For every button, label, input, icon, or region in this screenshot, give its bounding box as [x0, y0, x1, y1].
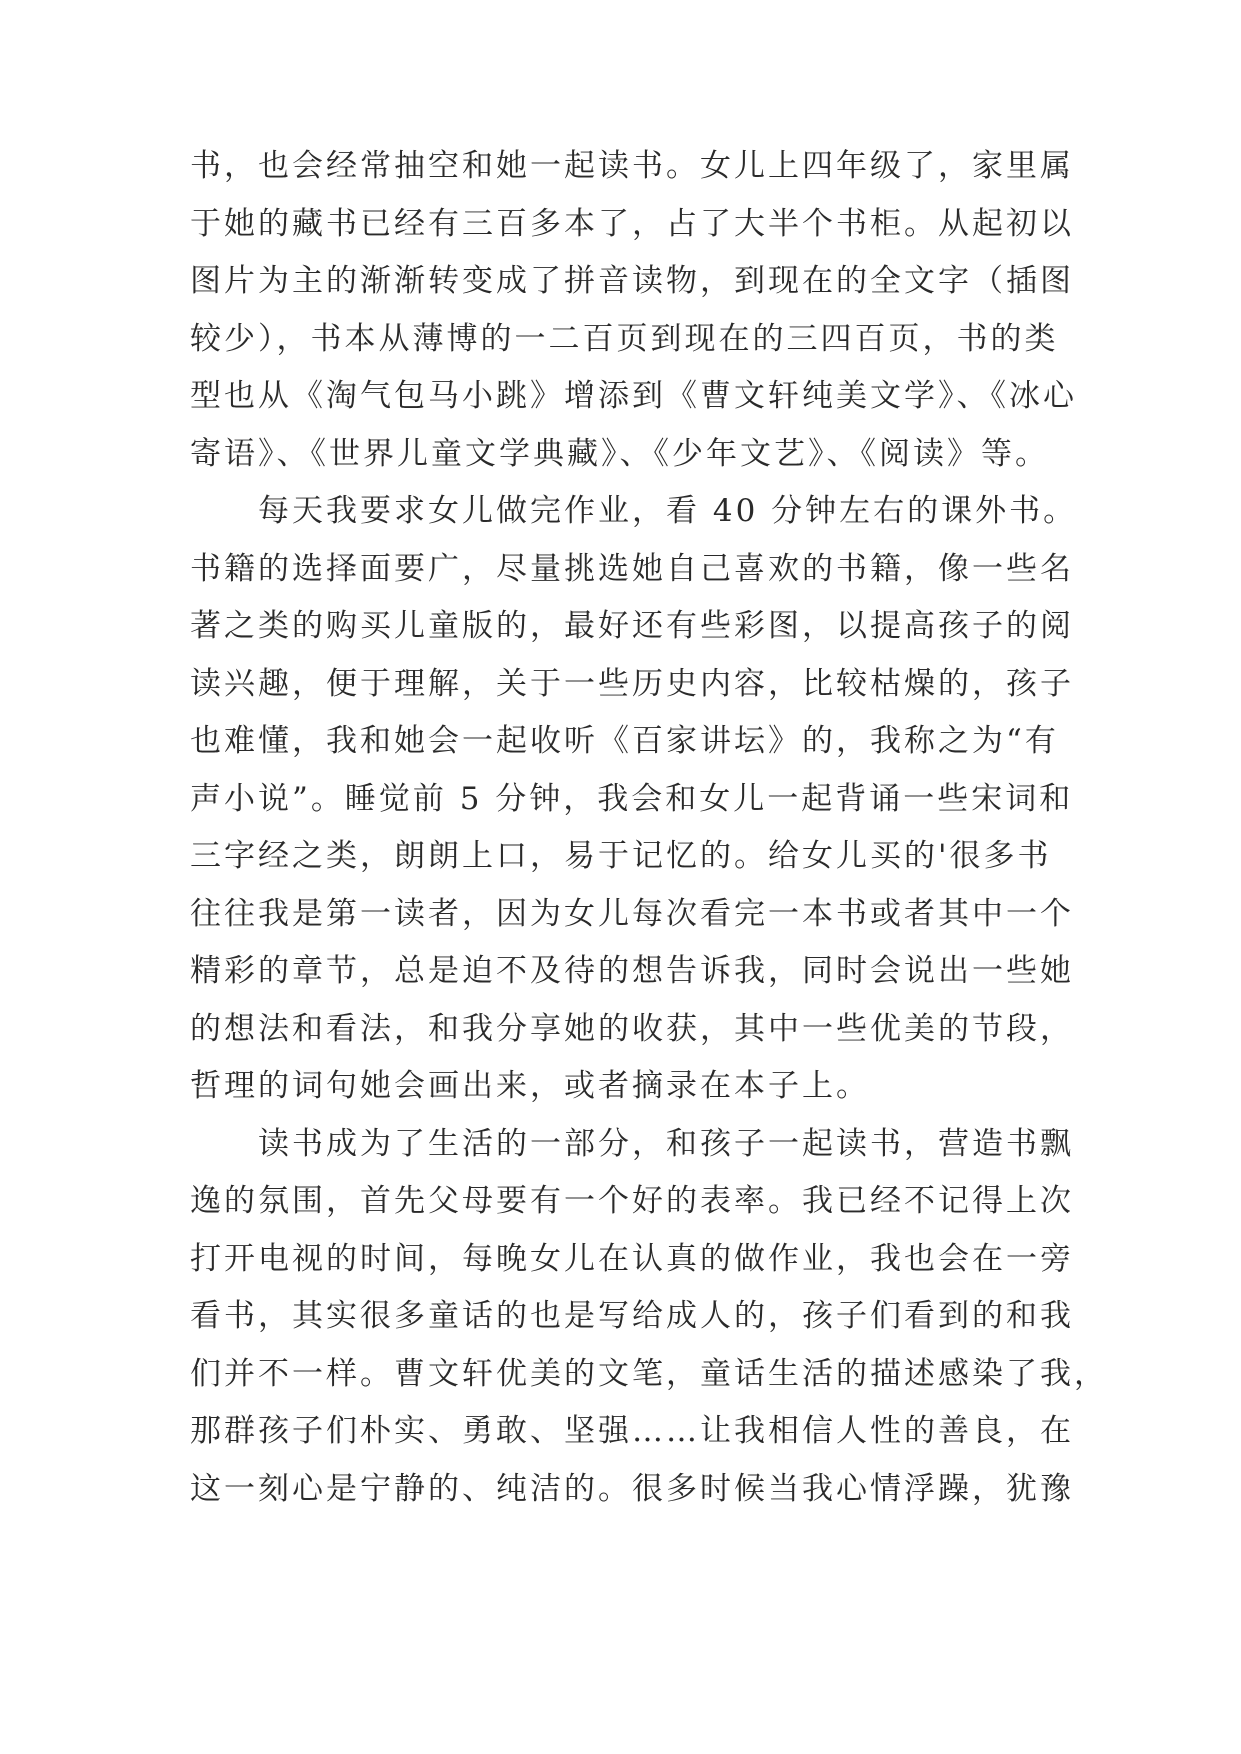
text-line: 图片为主的渐渐转变成了拼音读物，到现在的全文字（插图	[190, 263, 1074, 299]
text-line: 每天我要求女儿做完作业，看 40 分钟左右的课外书。	[190, 493, 1078, 529]
text-line: 也难懂，我和她会一起收听《百家讲坛》的，我称之为“有	[190, 723, 1059, 759]
text-line: 精彩的章节，总是迫不及待的想告诉我，同时会说出一些她	[190, 953, 1074, 989]
text-line: 这一刻心是宁静的、纯洁的。很多时候当我心情浮躁，犹豫	[190, 1470, 1074, 1507]
text-line: 读书成为了生活的一部分，和孩子一起读书，营造书飘	[190, 1125, 1074, 1162]
text-line: 的想法和看法，和我分享她的收获，其中一些优美的节段，	[190, 1010, 1074, 1047]
text-line: 三字经之类，朗朗上口，易于记忆的。给女儿买的'很多书	[190, 838, 1052, 874]
text-line: 往往我是第一读者，因为女儿每次看完一本书或者其中一个	[190, 895, 1074, 932]
text-line: 哲理的词句她会画出来，或者摘录在本子上。	[190, 1068, 870, 1104]
text-line: 书，也会经常抽空和她一起读书。女儿上四年级了，家里属	[190, 148, 1074, 184]
text-line: 那群孩子们朴实、勇敢、坚强……让我相信人性的善良，在	[190, 1413, 1074, 1449]
body-text	[190, 138, 1108, 1518]
text-line: 于她的藏书已经有三百多本了，占了大半个书柜。从起初以	[190, 205, 1074, 242]
text-line: 们并不一样。曹文轩优美的文笔，童话生活的描述感染了我，	[190, 1355, 1108, 1392]
text-line: 寄语》、《世界儿童文学典藏》、《少年文艺》、《阅读》等。	[190, 435, 1049, 472]
text-line: 声小说”。睡觉前 5 分钟，我会和女儿一起背诵一些宋词和	[190, 780, 1074, 817]
text-line: 较少），书本从薄博的一二百页到现在的三四百页，书的类	[190, 320, 1059, 357]
text-line: 书籍的选择面要广，尽量挑选她自己喜欢的书籍，像一些名	[190, 550, 1074, 587]
text-line: 读兴趣，便于理解，关于一些历史内容，比较枯燥的，孩子	[190, 665, 1074, 702]
text-line: 打开电视的时间，每晚女儿在认真的做作业，我也会在一旁	[190, 1240, 1074, 1277]
text-line: 逸的氛围，首先父母要有一个好的表率。我已经不记得上次	[190, 1183, 1074, 1219]
text-line: 看书，其实很多童话的也是写给成人的，孩子们看到的和我	[190, 1298, 1074, 1334]
text-line: 著之类的购买儿童版的，最好还有些彩图，以提高孩子的阅	[190, 608, 1074, 644]
text-line: 型也从《淘气包马小跳》增添到《曹文轩纯美文学》、《冰心	[190, 378, 1077, 414]
